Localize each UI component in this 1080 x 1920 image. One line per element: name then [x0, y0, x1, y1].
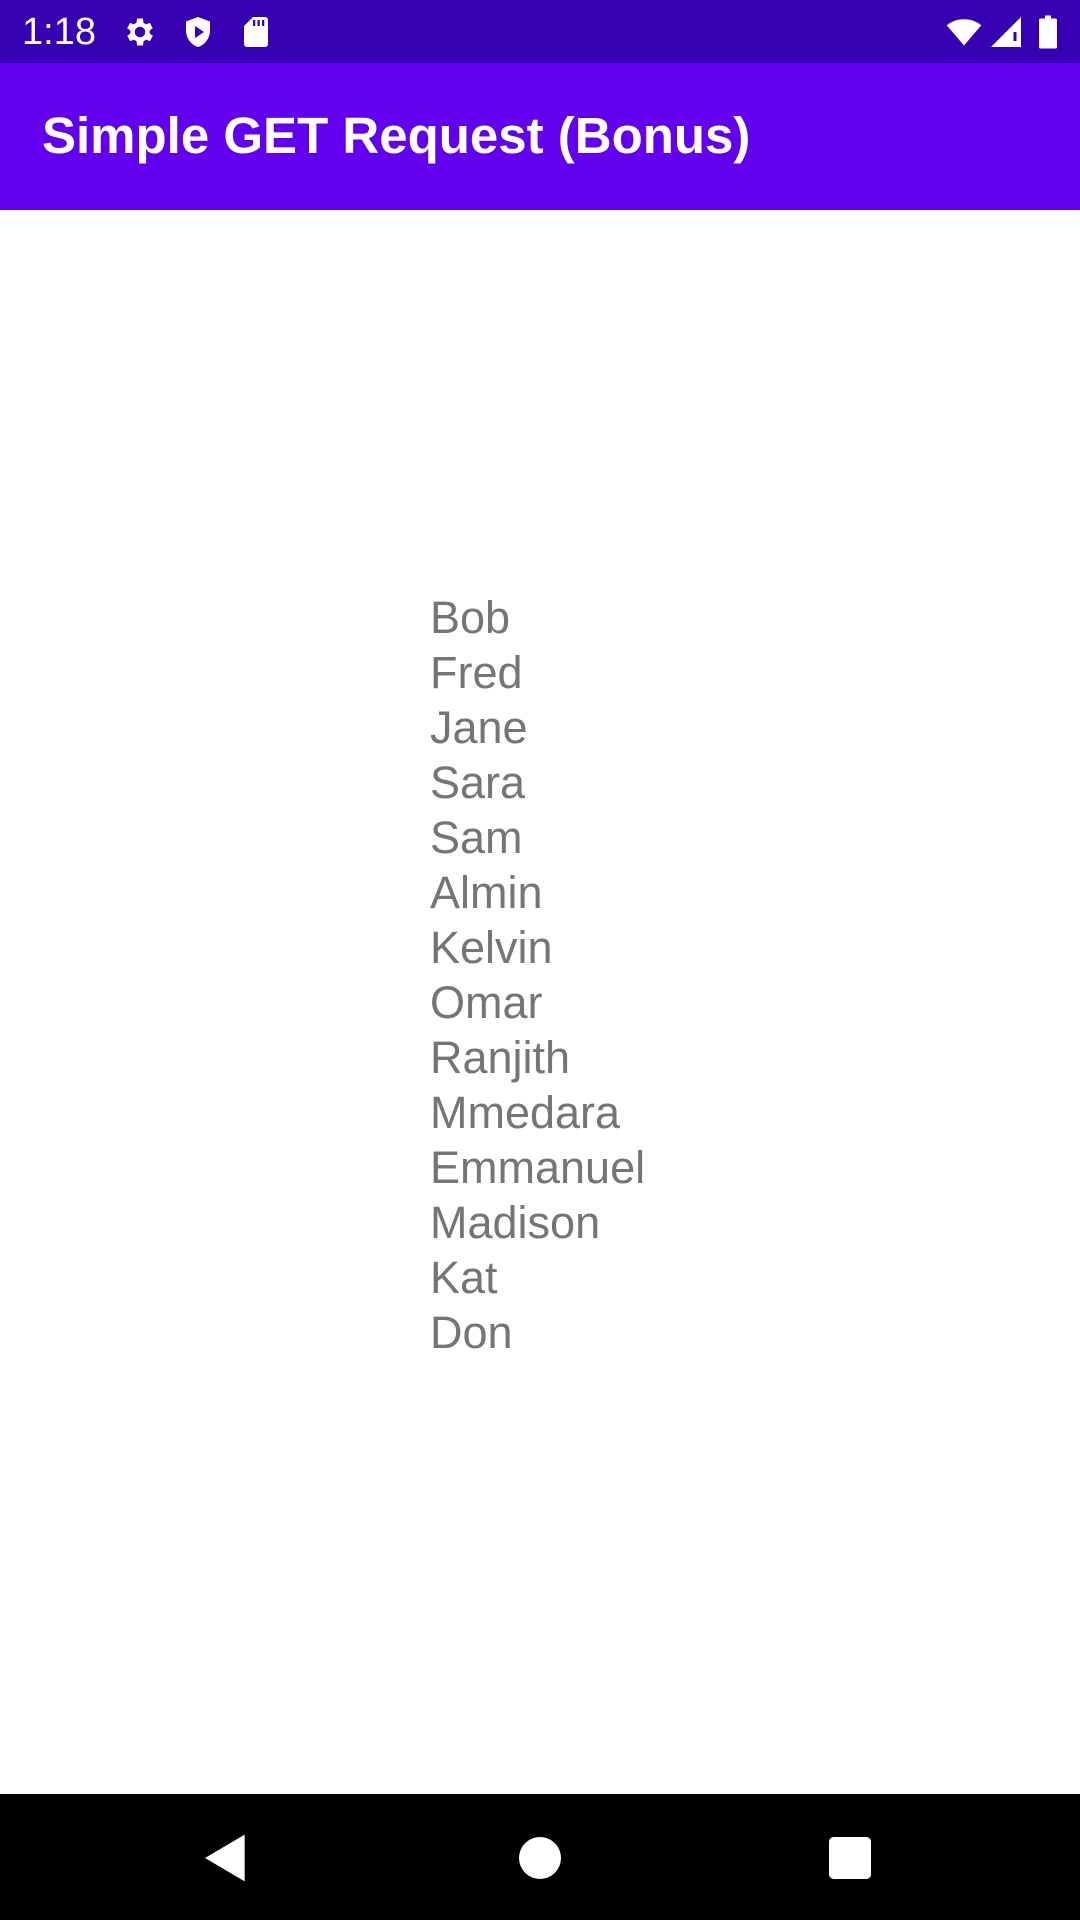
name-line: Bob	[430, 592, 511, 643]
name-line: Kelvin	[430, 922, 553, 973]
name-line: Fred	[430, 647, 523, 698]
content-area	[0, 210, 1080, 1794]
name-line: Kat	[430, 1252, 498, 1303]
name-line: Almin	[430, 867, 543, 918]
name-line: Mmedara	[430, 1087, 621, 1138]
status-time: 1:18	[22, 11, 96, 53]
status-bar	[0, 0, 1080, 63]
names-text	[430, 590, 645, 1360]
battery-icon	[1034, 14, 1062, 50]
name-line: Don	[430, 1307, 513, 1358]
cell-signal-icon	[988, 14, 1024, 50]
name-line: Ranjith	[430, 1032, 571, 1083]
name-line: Sara	[430, 757, 526, 808]
wifi-icon	[944, 14, 984, 50]
name-line: Madison	[430, 1197, 601, 1248]
settings-icon	[122, 14, 158, 50]
name-line: Sam	[430, 812, 523, 863]
recents-icon[interactable]	[822, 1830, 878, 1886]
name-line: Emmanuel	[430, 1142, 646, 1193]
navigation-bar	[0, 1794, 1080, 1920]
back-icon[interactable]	[198, 1830, 254, 1886]
page-title: Simple GET Request (Bonus)	[42, 107, 751, 164]
name-line: Omar	[430, 977, 543, 1028]
sd-card-icon	[238, 14, 274, 50]
app-bar	[0, 63, 1080, 210]
play-protect-icon	[180, 14, 216, 50]
name-line: Jane	[430, 702, 528, 753]
home-icon[interactable]	[512, 1830, 568, 1886]
